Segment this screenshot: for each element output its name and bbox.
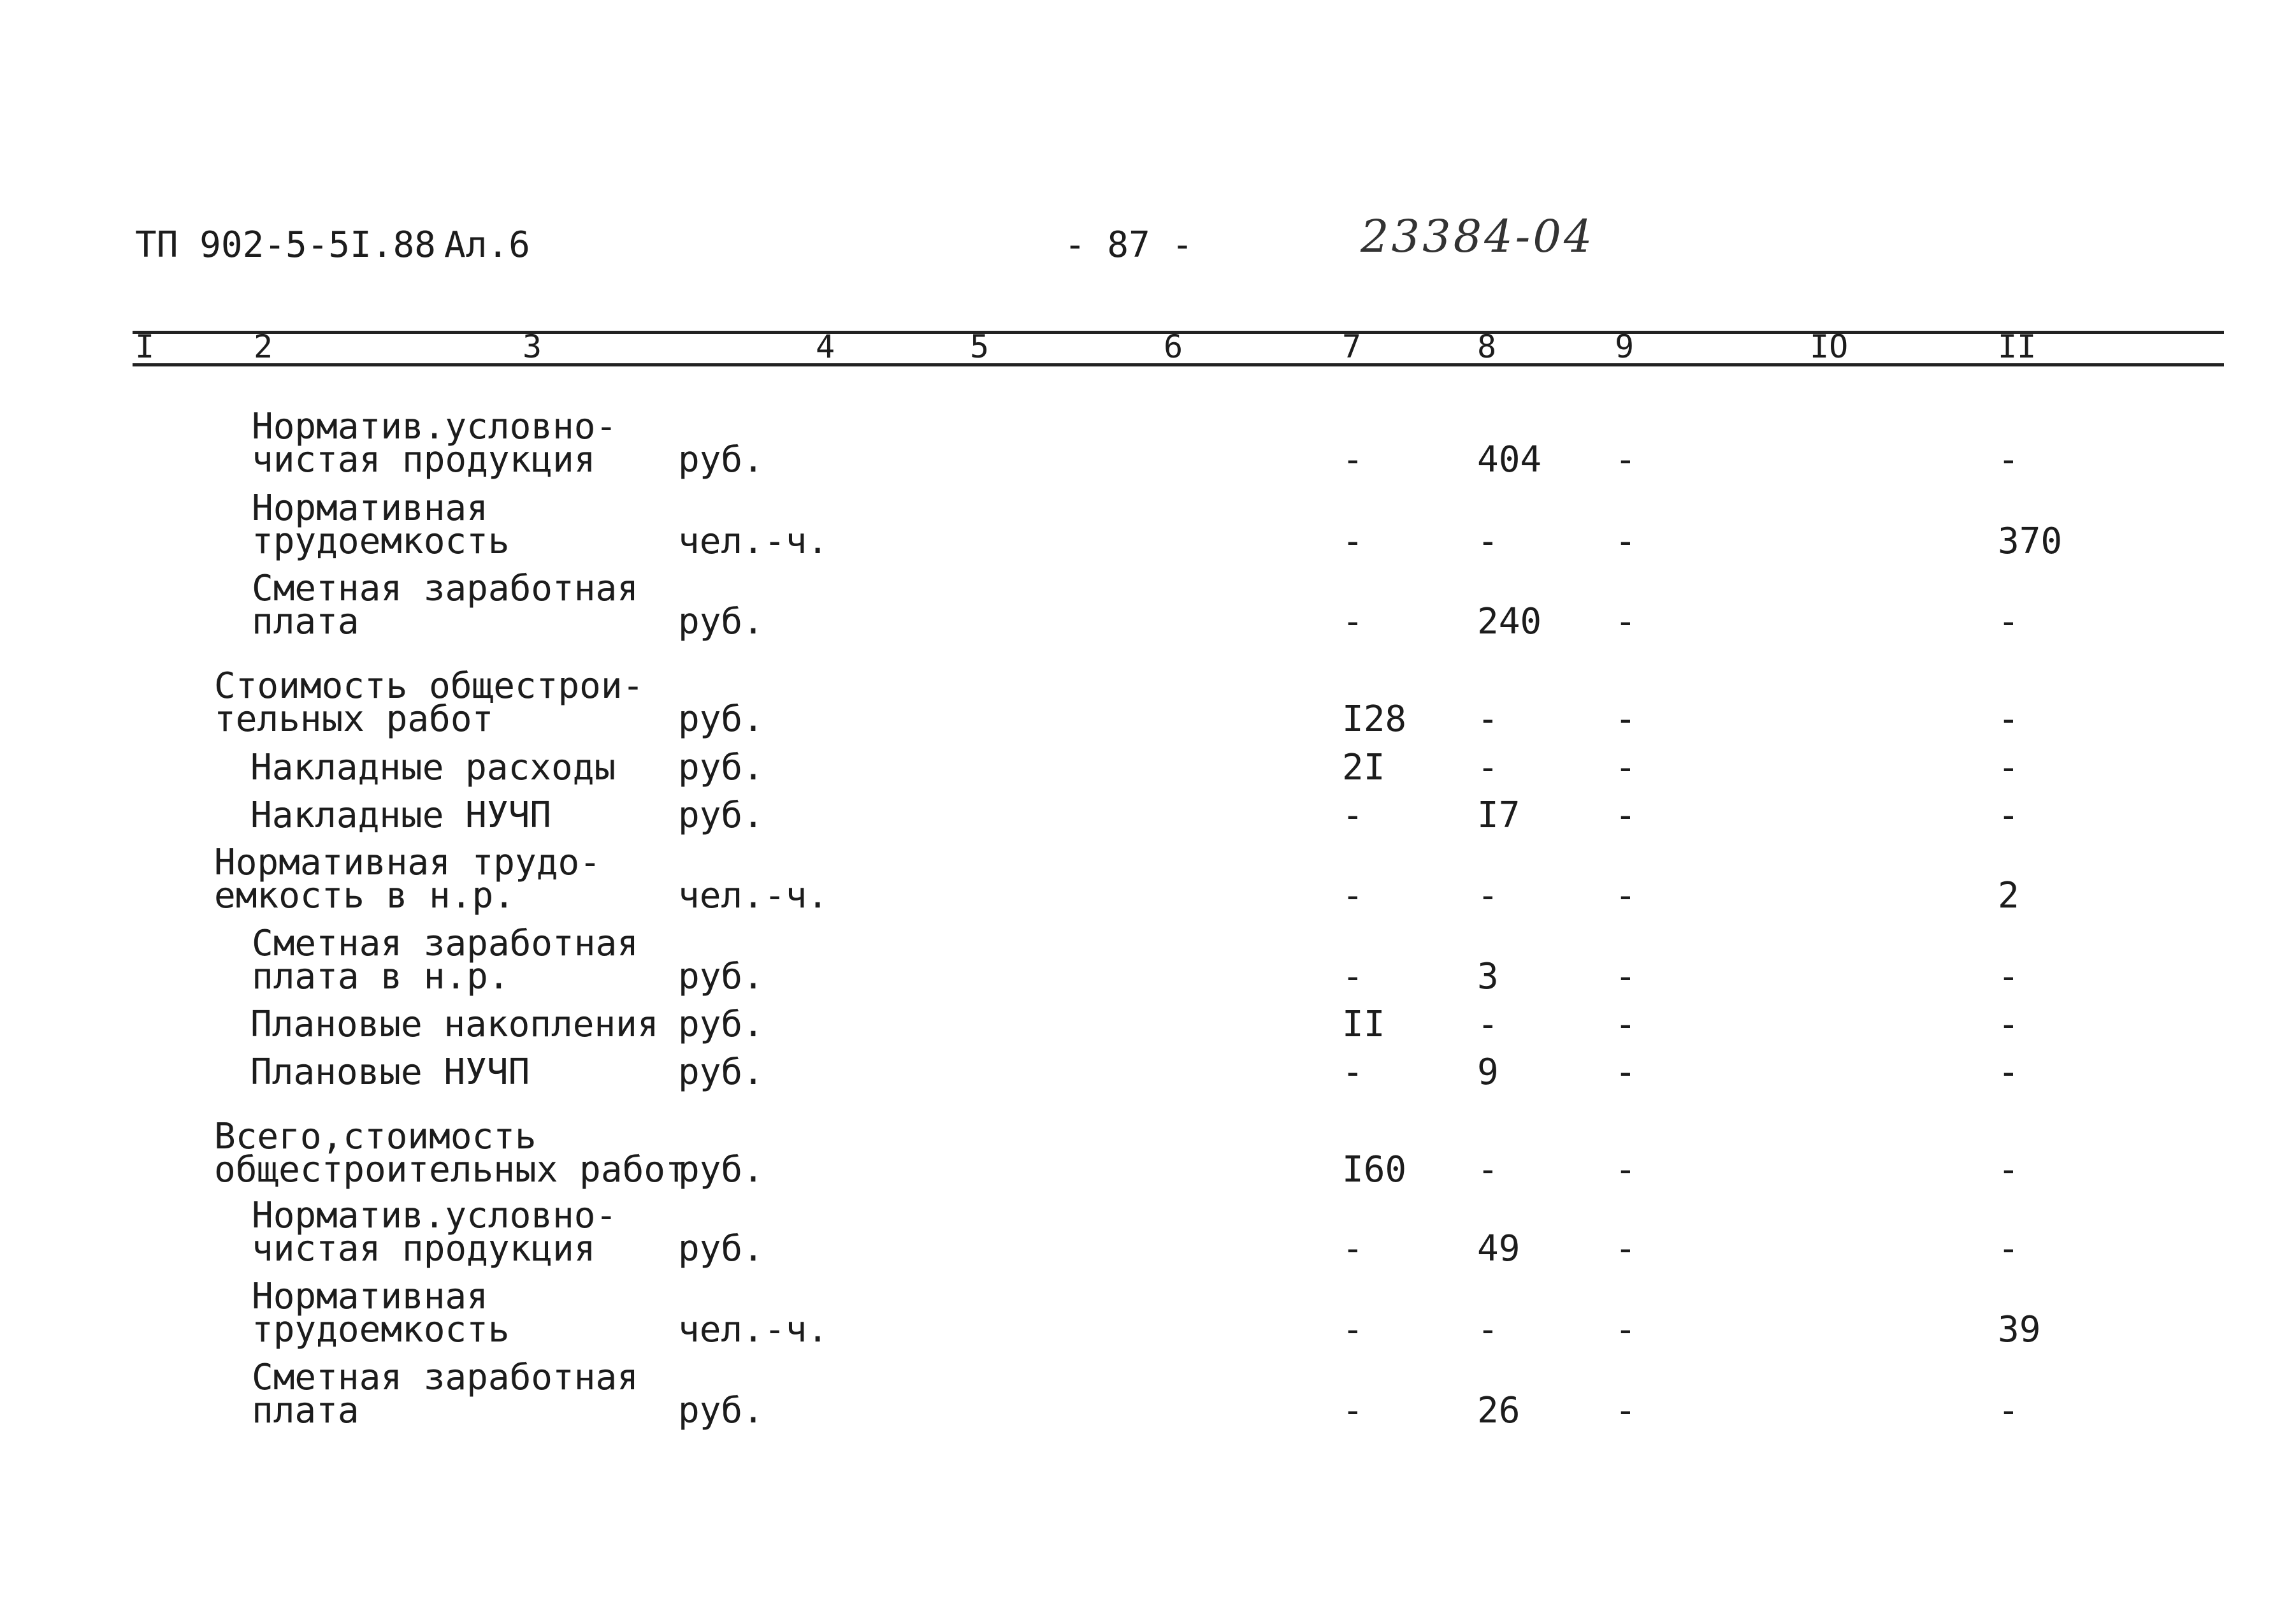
cell-col11: - [1998,1149,2019,1190]
row-label: Стоимость общестрои- тельных работ [214,665,644,740]
column-number-9: 9 [1615,328,1635,365]
cell-col9: - [1615,698,1636,740]
column-number-2: 2 [254,328,273,365]
cell-col7: - [1342,601,1364,642]
column-number-8: 8 [1477,328,1497,365]
cell-col9: - [1615,1004,1636,1045]
cell-col11: 39 [1998,1309,2041,1350]
cell-col8: 240 [1477,601,1542,642]
row-unit: руб. [678,1004,764,1045]
cell-col7: - [1342,1309,1364,1350]
cell-col7: - [1342,1052,1364,1093]
column-number-6: 6 [1164,328,1183,365]
row-label: Нормативная трудоемкость [252,1276,510,1350]
row-label: Нормативная трудо- емкость в н.р. [214,842,601,916]
cell-col9: - [1615,875,1636,916]
cell-col8: 3 [1477,956,1499,997]
page-number: - 87 - [1064,224,1194,266]
cell-col9: - [1615,1149,1636,1190]
cell-col11: - [1998,698,2019,740]
cell-col7: I60 [1342,1149,1407,1190]
column-number-1: I [135,328,155,365]
row-label: Сметная заработная плата [252,568,639,642]
row-unit: руб. [678,1228,764,1269]
cell-col11: - [1998,439,2019,481]
cell-col8: I7 [1477,795,1520,836]
column-number-5: 5 [970,328,990,365]
row-label: Норматив.условно- чистая продукция [252,406,617,481]
cell-col11: - [1998,795,2019,836]
cell-col9: - [1615,1309,1636,1350]
cell-col8: - [1477,1149,1499,1190]
row-unit: руб. [678,1052,764,1093]
row-unit: руб. [678,956,764,997]
row-label: Накладные расходы [250,747,616,788]
album-number: Ал.6 [444,224,530,266]
cell-col9: - [1615,795,1636,836]
column-number-4: 4 [816,328,835,365]
cell-col8: - [1477,875,1499,916]
row-label: Накладные НУЧП [250,795,552,836]
row-unit: руб. [678,439,764,481]
cell-col9: - [1615,521,1636,562]
cell-col8: - [1477,747,1499,788]
row-label: Плановые НУЧП [250,1052,530,1093]
row-unit: руб. [678,747,764,788]
cell-col7: - [1342,439,1364,481]
cell-col11: 370 [1998,521,2063,562]
cell-col8: 26 [1477,1390,1520,1431]
cell-col11: 2 [1998,875,2019,916]
row-unit: руб. [678,601,764,642]
cell-col9: - [1615,1052,1636,1093]
row-unit: руб. [678,698,764,740]
cell-col8: - [1477,521,1499,562]
row-label: Сметная заработная плата в н.р. [252,923,639,997]
row-label: Нормативная трудоемкость [252,488,510,562]
handwritten-inventory-number: 23384-04 [1361,210,1595,263]
row-unit: чел.-ч. [678,1309,829,1350]
cell-col11: - [1998,1052,2019,1093]
row-unit: руб. [678,1149,764,1190]
cell-col11: - [1998,1228,2019,1269]
column-number-7: 7 [1342,328,1362,365]
row-unit: чел.-ч. [678,521,829,562]
cell-col9: - [1615,1228,1636,1269]
cell-col7: - [1342,875,1364,916]
cell-col9: - [1615,439,1636,481]
row-unit: руб. [678,795,764,836]
column-number-10: IO [1810,328,1849,365]
cell-col7: - [1342,1390,1364,1431]
cell-col9: - [1615,601,1636,642]
column-number-11: II [1998,328,2037,365]
row-label: Всего,стоимость общестроительных работ [214,1116,687,1190]
row-label: Норматив.условно- чистая продукция [252,1195,617,1269]
row-unit: чел.-ч. [678,875,829,916]
cell-col7: 2I [1342,747,1385,788]
cell-col7: - [1342,521,1364,562]
column-number-3: 3 [523,328,542,365]
cell-col11: - [1998,1390,2019,1431]
document-code: ТП 902-5-5I.88 [135,224,437,266]
cell-col9: - [1615,1390,1636,1431]
cell-col9: - [1615,747,1636,788]
cell-col8: - [1477,698,1499,740]
cell-col11: - [1998,747,2019,788]
cell-col7: - [1342,795,1364,836]
row-label: Плановые накопления [250,1004,659,1045]
cell-col7: II [1342,1004,1385,1045]
cell-col8: 49 [1477,1228,1520,1269]
cell-col8: - [1477,1004,1499,1045]
cell-col8: 404 [1477,439,1542,481]
cell-col9: - [1615,956,1636,997]
cell-col8: 9 [1477,1052,1499,1093]
row-label: Сметная заработная плата [252,1357,639,1431]
cell-col11: - [1998,1004,2019,1045]
cell-col8: - [1477,1309,1499,1350]
cell-col11: - [1998,956,2019,997]
row-unit: руб. [678,1390,764,1431]
cell-col7: - [1342,1228,1364,1269]
cell-col7: - [1342,956,1364,997]
cell-col11: - [1998,601,2019,642]
cell-col7: I28 [1342,698,1407,740]
